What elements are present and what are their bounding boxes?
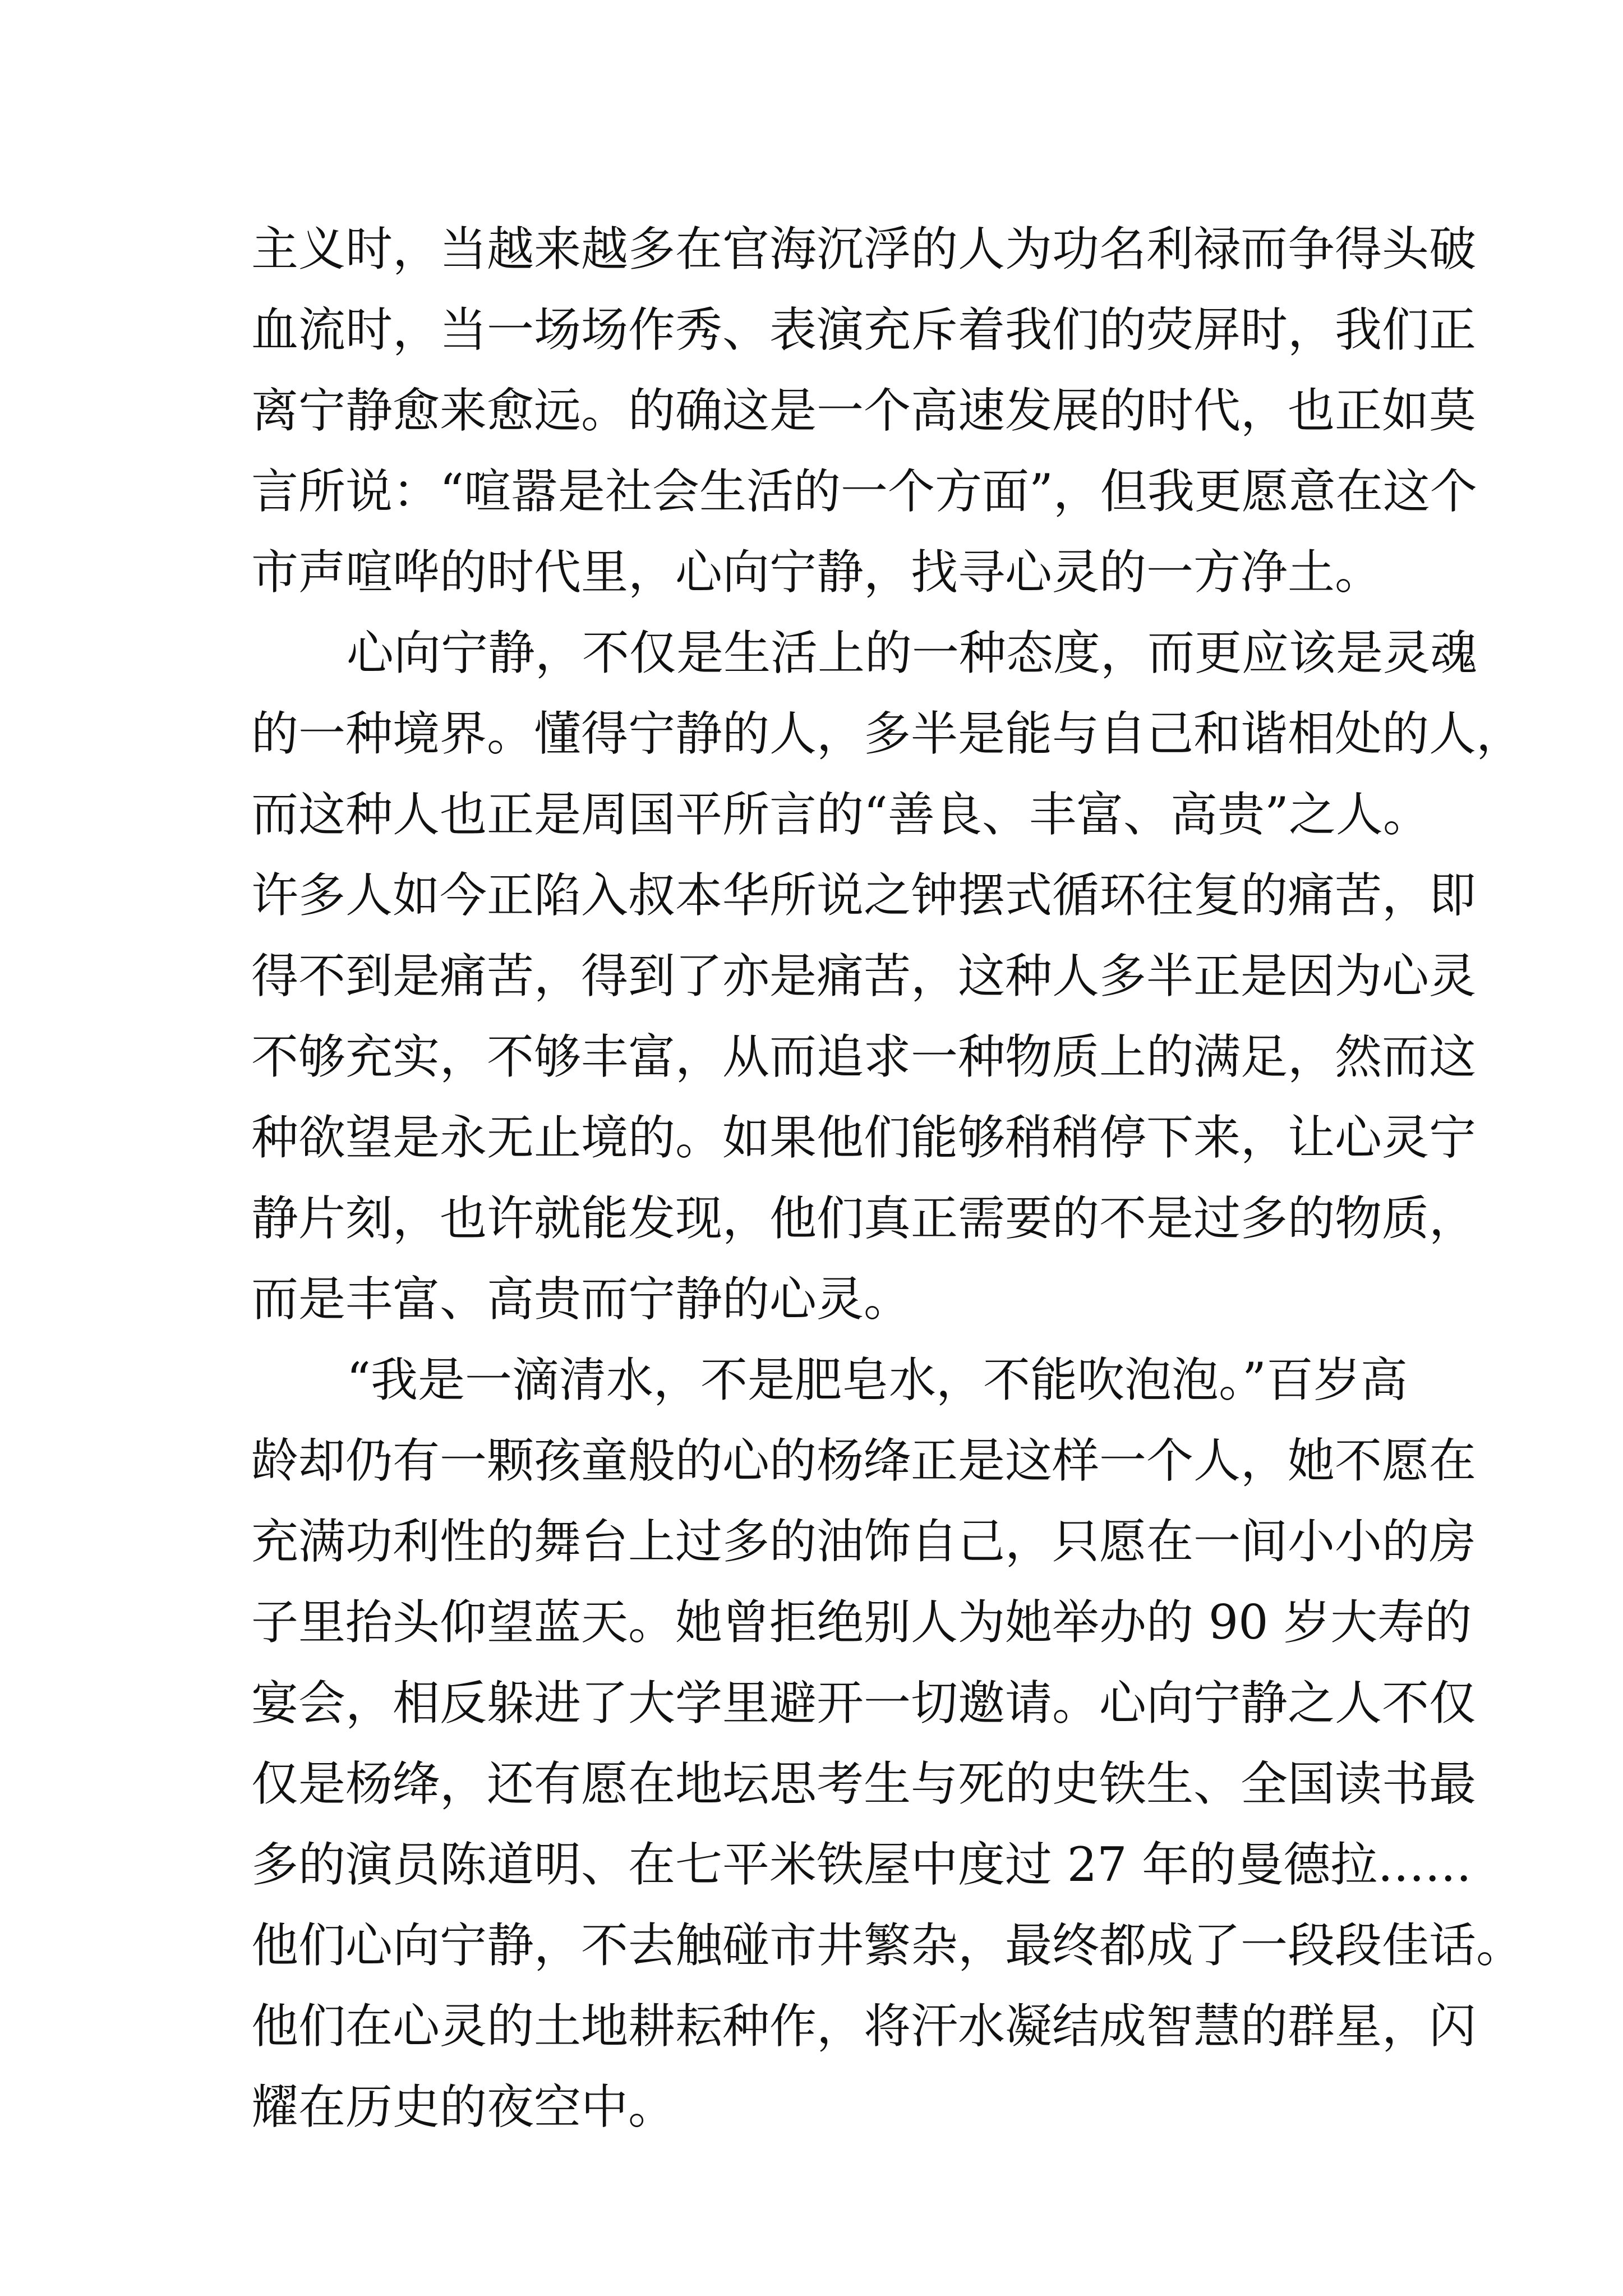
text-line: 市声喧哗的时代里，心向宁静，找寻心灵的一方净土。 (251, 545, 1382, 600)
text-line: 子里抬头仰望蓝天。她曾拒绝别人为她举办的 90 岁大寿的 (251, 1595, 1472, 1650)
text-line: 离宁静愈来愈远。的确这是一个高速发展的时代，也正如莫 (251, 383, 1477, 438)
text-line: 而这种人也正是周国平所言的“善良、丰富、高贵”之人。 (251, 787, 1430, 842)
text-line: 耀在历史的夜空中。 (251, 2079, 676, 2134)
paragraph-start-line: “我是一滴清水，不是肥皂水，不能吹泡泡。”百岁高 (347, 1352, 1408, 1407)
text-line: 血流时，当一场场作秀、表演充斥着我们的荧屏时，我们正 (251, 302, 1477, 357)
text-line: 的一种境界。懂得宁静的人，多半是能与自己和谐相处的人， (251, 706, 1524, 761)
text-line: 他们在心灵的土地耕耘种作，将汗水凝结成智慧的群星，闪 (251, 1999, 1477, 2054)
text-line: 得不到是痛苦，得到了亦是痛苦，这种人多半正是因为心灵 (251, 949, 1477, 1004)
text-line: 种欲望是永无止境的。如果他们能够稍稍停下来，让心灵宁 (251, 1110, 1477, 1165)
text-line: 主义时，当越来越多在官海沉浮的人为功名利禄而争得头破 (251, 222, 1477, 277)
text-line: 他们心向宁静，不去触碰市井繁杂，最终都成了一段段佳话。 (251, 1918, 1524, 1973)
text-line: 不够充实，不够丰富，从而追求一种物质上的满足，然而这 (251, 1029, 1477, 1084)
text-line: 静片刻，也许就能发现，他们真正需要的不是过多的物质， (251, 1191, 1477, 1246)
text-line: 充满功利性的舞台上过多的油饰自己，只愿在一间小小的房 (251, 1514, 1477, 1569)
text-line: 宴会，相反躲进了大学里避开一切邀请。心向宁静之人不仅 (251, 1676, 1477, 1731)
text-line: 龄却仍有一颗孩童般的心的杨绛正是这样一个人，她不愿在 (251, 1433, 1477, 1488)
body-text (251, 209, 1524, 2147)
paragraph-start-line: 心向宁静，不仅是生活上的一种态度，而更应该是灵魂 (347, 625, 1478, 680)
text-line: 仅是杨绛，还有愿在地坛思考生与死的史铁生、全国读书最 (251, 1756, 1477, 1811)
text-line: 多的演员陈道明、在七平米铁屋中度过 27 年的曼德拉…… (251, 1837, 1472, 1892)
text-line: 言所说：“喧嚣是社会生活的一个方面”，但我更愿意在这个 (251, 464, 1477, 519)
text-line: 许多人如今正陷入叔本华所说之钟摆式循环往复的痛苦，即 (251, 868, 1477, 923)
text-line: 而是丰富、高贵而宁静的心灵。 (251, 1272, 911, 1327)
